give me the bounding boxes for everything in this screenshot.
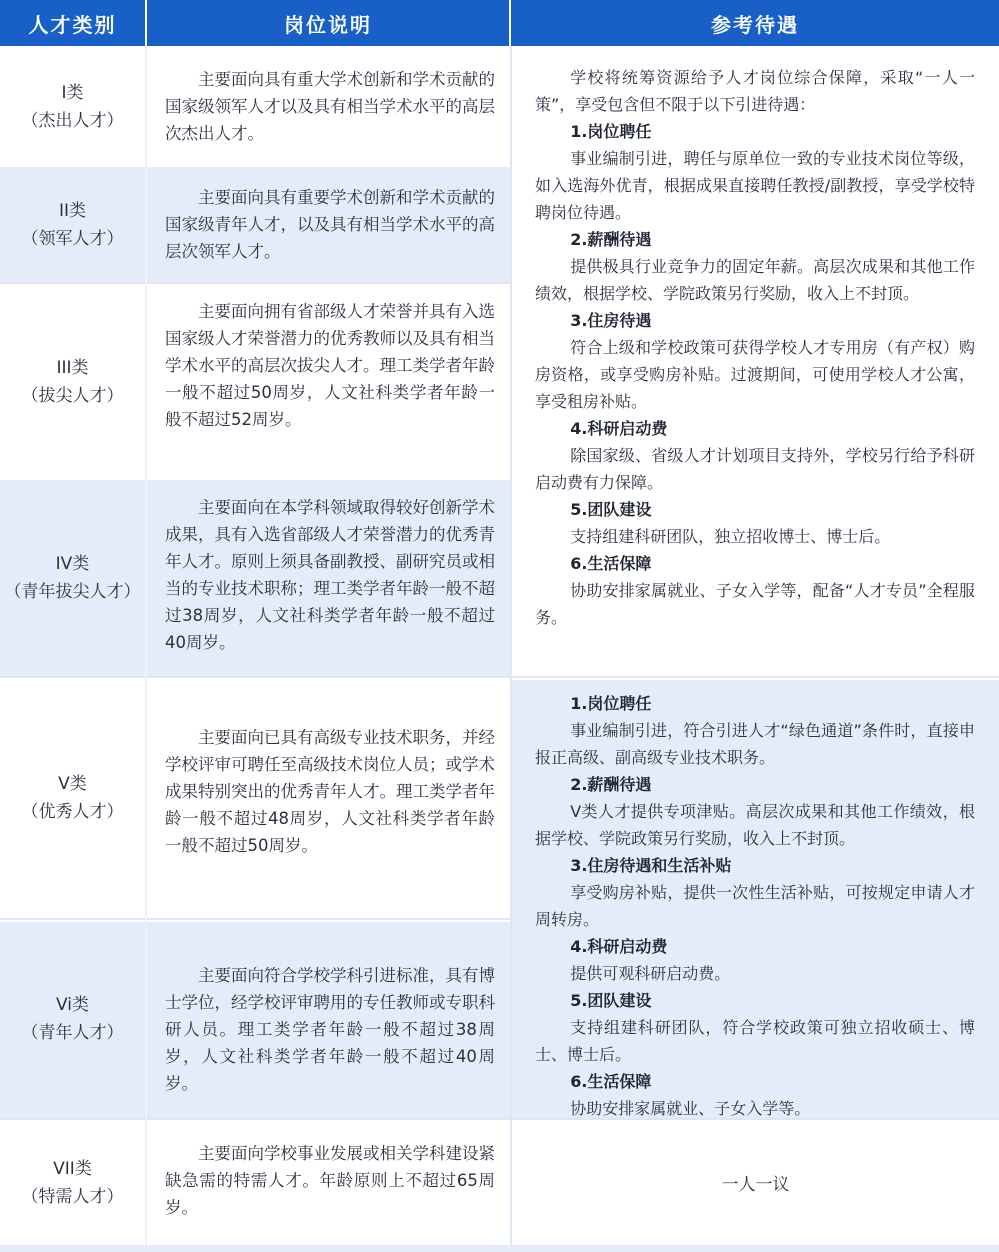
description-4: 主要面向在本学科领域取得较好创新学术成果，具有入选省部级人才荣誉潜力的优秀青年人才。原则上须具备副教授、副研究员或相当的专业技术职称；理工类学者年龄一般不超过38周岁，人文社科类学者年龄一般不超过40周岁。 bbox=[165, 498, 495, 652]
benefit-title: 5.团队建设 bbox=[570, 991, 652, 1010]
benefit-text: V类人才提供专项津贴。高层次成果和其他工作绩效，根据学校、学院政策另行奖励，收入上不封顶。 bbox=[535, 802, 975, 848]
category-subtitle: （青年人才） bbox=[21, 1023, 124, 1043]
benefit-text: 提供可观科研启动费。 bbox=[570, 964, 731, 983]
bottom-strip bbox=[0, 1245, 999, 1252]
benefit-text: 事业编制引进，符合引进人才“绿色通道”条件时，直接申报正高级、副高级专业技术职务。 bbox=[535, 721, 975, 767]
benefit-text: 享受购房补贴，提供一次性生活补贴，可按规定申请人才周转房。 bbox=[535, 883, 975, 929]
category-cell-3 bbox=[0, 284, 145, 480]
benefit-text: 支持组建科研团队，独立招收博士、博士后。 bbox=[570, 527, 891, 546]
benefit-text: 协助安排家属就业、子女入学等。 bbox=[570, 1099, 811, 1118]
header-talent-category: 人才类别 bbox=[0, 0, 145, 46]
benefits-intro: 学校将统筹资源给予人才岗位综合保障，采取“一人一策”，享受包含但不限于以下引进待遇： bbox=[535, 68, 975, 114]
category-cell-6 bbox=[0, 920, 145, 1118]
benefit-title: 4.科研启动费 bbox=[570, 419, 668, 438]
description-6: 主要面向符合学校学科引进标准，具有博士学位，经学校评审聘用的专任教师或专职科研人员。理工类学者年龄一般不超过38周岁，人文社科类学者年龄一般不超过40周岁。 bbox=[165, 966, 495, 1093]
benefit-title: 1.岗位聘任 bbox=[570, 122, 652, 141]
category-subtitle: （优秀人才） bbox=[21, 802, 124, 822]
header-reference-benefits: 参考待遇 bbox=[511, 0, 999, 46]
benefits-one-person-one-discussion: 一人一议 bbox=[721, 1175, 790, 1195]
benefit-text: 符合上级和学校政策可获得学校人才专用房（有产权）购房资格，或享受购房补贴。过渡期间，可使用学校人才公寓，享受租房补贴。 bbox=[535, 338, 975, 411]
column-divider bbox=[145, 46, 147, 1246]
benefits-group-2 bbox=[535, 690, 975, 1122]
category-subtitle: （领军人才） bbox=[21, 228, 124, 249]
benefit-text: 支持组建科研团队，符合学校政策可独立招收硕士、博士、博士后。 bbox=[535, 1018, 975, 1064]
description-7: 主要面向学校事业发展或相关学科建设紧缺急需的特需人才。年龄原则上不超过65周岁。 bbox=[165, 1144, 495, 1217]
category-subtitle: （青年拔尖人才） bbox=[4, 582, 141, 602]
benefit-title: 5.团队建设 bbox=[570, 500, 652, 519]
category-name: Vi类 bbox=[56, 995, 89, 1015]
benefit-title: 3.住房待遇 bbox=[570, 311, 652, 330]
category-name: II类 bbox=[58, 200, 87, 221]
benefit-title: 3.住房待遇和生活补贴 bbox=[570, 856, 732, 875]
benefits-group-1 bbox=[535, 64, 975, 631]
benefit-title: 6.生活保障 bbox=[570, 1072, 652, 1091]
category-name: V类 bbox=[58, 774, 87, 794]
benefit-title: 6.生活保障 bbox=[570, 554, 652, 573]
description-2: 主要面向具有重要学术创新和学术贡献的国家级青年人才，以及具有相当学术水平的高层次领军人才。 bbox=[165, 188, 495, 261]
benefit-text: 提供极具行业竞争力的固定年薪。高层次成果和其他工作绩效，根据学校、学院政策另行奖励，收入上不封顶。 bbox=[535, 257, 975, 303]
category-subtitle: （拔尖人才） bbox=[21, 386, 124, 406]
benefit-text: 除国家级、省级人才计划项目支持外，学校另行给予科研启动费有力保障。 bbox=[535, 446, 975, 492]
benefit-title: 2.薪酬待遇 bbox=[570, 775, 652, 794]
description-3: 主要面向拥有省部级人才荣誉并具有入选国家级人才荣誉潜力的优秀教师以及具有相当学术水平的高层次拔尖人才。理工类学者年龄一般不超过50周岁，人文社科类学者年龄一般不超过52周岁。 bbox=[165, 302, 495, 429]
category-subtitle: （杰出人才） bbox=[21, 110, 124, 131]
category-name: I类 bbox=[61, 82, 84, 103]
header-position-description: 岗位说明 bbox=[147, 0, 509, 46]
category-name: VII类 bbox=[53, 1158, 92, 1179]
benefit-title: 4.科研启动费 bbox=[570, 937, 668, 956]
category-cell-7 bbox=[0, 1120, 145, 1245]
benefit-text: 事业编制引进，聘任与原单位一致的专业技术岗位等级，如入选海外优青，根据成果直接聘任教授/副教授，享受学校特聘岗位待遇。 bbox=[535, 149, 975, 222]
description-1: 主要面向具有重大学术创新和学术贡献的国家级领军人才以及具有相当学术水平的高层次杰出人才。 bbox=[165, 70, 495, 143]
category-cell-2 bbox=[0, 167, 145, 282]
column-divider bbox=[510, 46, 512, 1246]
category-cell-1 bbox=[0, 46, 145, 167]
category-name: III类 bbox=[56, 358, 89, 378]
category-cell-4 bbox=[0, 480, 145, 676]
benefit-text: 协助安排家属就业、子女入学等，配备“人才专员”全程服务。 bbox=[535, 581, 975, 627]
description-5: 主要面向已具有高级专业技术职务，并经学校评审可聘任至高级技术岗位人员；或学术成果特别突出的优秀青年人才。理工类学者年龄一般不超过48周岁，人文社科类学者年龄一般不超过50周岁。 bbox=[165, 728, 495, 855]
category-cell-5 bbox=[0, 678, 145, 918]
benefit-title: 1.岗位聘任 bbox=[570, 694, 652, 713]
row-divider bbox=[0, 676, 999, 678]
benefit-title: 2.薪酬待遇 bbox=[570, 230, 652, 249]
category-subtitle: （特需人才） bbox=[21, 1186, 124, 1207]
category-name: IV类 bbox=[55, 554, 90, 574]
